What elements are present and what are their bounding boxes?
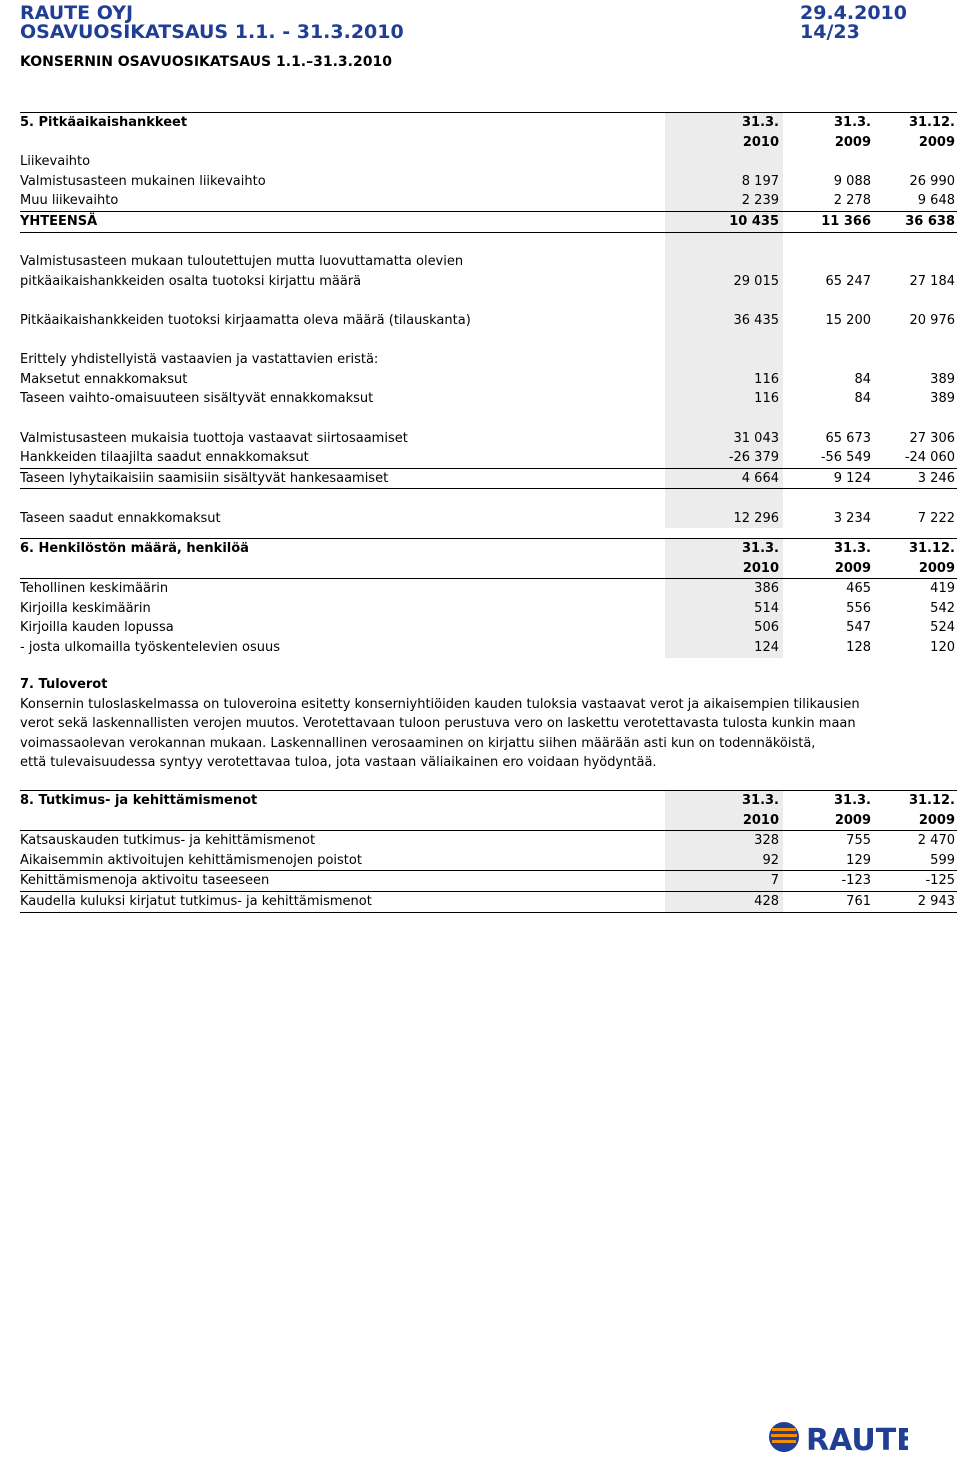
row-value: 124 (665, 638, 783, 658)
row-value: 599 (930, 852, 955, 868)
row-value: 129 (846, 852, 871, 868)
row-value: 761 (846, 893, 871, 909)
row-label (20, 409, 665, 429)
row-value: -26 379 (665, 448, 783, 468)
row-value: 328 (665, 831, 783, 851)
table-header-row (20, 133, 957, 153)
row-label: Taseen saadut ennakkomaksut (20, 510, 221, 526)
section-title: 8. Tutkimus- ja kehittämismenot (20, 793, 258, 808)
row-value: 84 (854, 391, 871, 407)
row-label: Valmistusasteen mukainen liikevaihto (20, 173, 266, 189)
table-header-row (20, 811, 957, 831)
table-row (20, 350, 957, 370)
row-value: 2 470 (917, 833, 955, 849)
table-row (20, 212, 957, 233)
row-label (20, 331, 665, 351)
col-header: 31.3. (665, 791, 783, 811)
row-value: 542 (930, 600, 955, 616)
table-row (20, 409, 957, 429)
row-value (875, 489, 957, 509)
row-label: pitkäaikaishankkeiden osalta tuotoksi kirjattu määrä (20, 273, 362, 289)
row-label: Pitkäaikaishankkeiden tuotoksi kirjaamatta oleva määrä (tilauskanta) (20, 312, 471, 328)
row-value: 9 124 (833, 470, 871, 486)
section-6-table (20, 538, 957, 658)
row-value: 31 043 (665, 429, 783, 449)
col-header: 31.3. (665, 539, 783, 559)
table-row (20, 448, 957, 469)
report-date: 29.4.2010 (800, 2, 907, 24)
page-number: 14/23 (800, 21, 860, 43)
row-value: 65 673 (825, 430, 871, 446)
row-label: Kaudella kuluksi kirjatut tutkimus- ja kehittämismenot (20, 893, 372, 909)
row-label (20, 489, 665, 509)
section-7-text (20, 675, 880, 773)
row-value: -24 060 (904, 450, 955, 466)
row-value: 386 (665, 579, 783, 599)
row-value (665, 233, 783, 253)
raute-logo (768, 1420, 908, 1454)
row-value (665, 489, 783, 509)
row-value: 547 (846, 620, 871, 636)
row-value: 3 246 (917, 470, 955, 486)
section-title: 5. Pitkäaikaishankkeet (20, 115, 188, 130)
table-row (20, 638, 957, 658)
col-header: 31.12. (908, 793, 955, 808)
col-header: 2010 (665, 559, 783, 579)
row-value: 36 638 (905, 213, 955, 229)
paragraph-line: Konsernin tuloslaskelmassa on tuloveroina esitetty konserniyhtiöiden kauden tuloksia vastaavat verot ja aikaisempien tilikausien (20, 696, 860, 712)
row-value (783, 233, 875, 253)
table-row (20, 830, 957, 851)
row-value (875, 233, 957, 253)
table-row (20, 370, 957, 390)
table-row (20, 489, 957, 509)
row-label: Maksetut ennakkomaksut (20, 371, 188, 387)
row-value: 128 (846, 639, 871, 655)
table-row (20, 311, 957, 331)
row-value (665, 252, 783, 272)
table-header-row (20, 790, 957, 811)
row-label: Tehollinen keskimäärin (20, 581, 169, 597)
row-label: Muu liikevaihto (20, 193, 119, 209)
row-value: -125 (925, 873, 955, 889)
row-value: 9 648 (917, 193, 955, 209)
table-header-row (20, 538, 957, 559)
row-label: Liikevaihto (20, 154, 91, 170)
table-row (20, 191, 957, 212)
col-header: 2009 (834, 134, 871, 150)
section-title: 7. Tuloverot (20, 677, 108, 692)
col-header: 31.3. (833, 115, 871, 130)
row-value: 12 296 (665, 509, 783, 529)
col-header: 2009 (918, 134, 955, 150)
row-value: 7 222 (917, 510, 955, 526)
row-label: Kirjoilla kauden lopussa (20, 620, 174, 636)
row-value: 10 435 (665, 212, 783, 232)
row-value: 9 088 (833, 173, 871, 189)
row-value (783, 350, 875, 370)
table-row (20, 252, 957, 272)
table-header-row (20, 559, 957, 579)
row-label (20, 291, 665, 311)
row-value (783, 252, 875, 272)
row-label: Kirjoilla keskimäärin (20, 600, 151, 616)
paragraph-line: voimassaolevan verokannan mukaan. Laskennallinen verosaaminen on kirjattu siihen määrään asti kun on todennäköistä, (20, 735, 816, 751)
row-value: 419 (930, 581, 955, 597)
table-row (20, 172, 957, 192)
row-value (783, 152, 875, 172)
row-label: Taseen vaihto-omaisuuteen sisältyvät ennakkomaksut (20, 391, 374, 407)
table-row (20, 578, 957, 599)
row-value: 389 (930, 391, 955, 407)
section-title: 6. Henkilöstön määrä, henkilöä (20, 541, 249, 556)
table-row (20, 233, 957, 253)
table-row (20, 851, 957, 872)
report-title: OSAVUOSIKATSAUS 1.1. - 31.3.2010 (20, 21, 404, 43)
logo-text: RAUTE (806, 1423, 908, 1454)
row-value: 389 (930, 371, 955, 387)
report-subtitle: KONSERNIN OSAVUOSIKATSAUS 1.1.–31.3.2010 (20, 54, 392, 70)
col-header: 31.12. (908, 115, 955, 130)
col-header: 2009 (834, 812, 871, 828)
row-value: 755 (846, 833, 871, 849)
row-value: 116 (665, 389, 783, 409)
table-row (20, 429, 957, 449)
col-header: 2010 (665, 811, 783, 831)
row-label: Hankkeiden tilaajilta saadut ennakkomaksut (20, 450, 309, 466)
paragraph-line: verot sekä laskennallisten verojen muutos. Verotettavaan tuloon perustuva vero on laskettu verotettavasta tulosta kunkin maan (20, 716, 856, 732)
row-value: 27 306 (909, 430, 955, 446)
row-value: 84 (854, 371, 871, 387)
table-row (20, 599, 957, 619)
row-value (665, 350, 783, 370)
row-value (875, 350, 957, 370)
row-label: - josta ulkomailla työskentelevien osuus (20, 639, 280, 655)
row-label (20, 233, 665, 253)
col-header: 31.12. (908, 541, 955, 556)
row-value: 29 015 (665, 272, 783, 292)
table-row (20, 389, 957, 409)
row-value: 4 664 (665, 469, 783, 489)
table-row (20, 152, 957, 172)
col-header: 2009 (834, 560, 871, 576)
table-row (20, 509, 957, 529)
row-value: 27 184 (909, 273, 955, 289)
row-label: Katsauskauden tutkimus- ja kehittämismenot (20, 833, 316, 849)
company-name: RAUTE OYJ (20, 2, 134, 24)
col-header: 2009 (918, 812, 955, 828)
row-value (875, 152, 957, 172)
table-row (20, 871, 957, 892)
row-value: 65 247 (825, 273, 871, 289)
row-value (875, 409, 957, 429)
row-value (875, 331, 957, 351)
row-value: 465 (846, 581, 871, 597)
row-value (783, 489, 875, 509)
col-header: 31.3. (665, 113, 783, 133)
row-value: 26 990 (909, 173, 955, 189)
row-value: -123 (841, 873, 871, 889)
row-value: 36 435 (665, 311, 783, 331)
row-value: 7 (665, 871, 783, 891)
row-value: 116 (665, 370, 783, 390)
table-row (20, 331, 957, 351)
row-value: 20 976 (909, 312, 955, 328)
row-value (783, 331, 875, 351)
col-header: 2009 (918, 560, 955, 576)
row-label: YHTEENSÄ (20, 213, 98, 229)
row-value (875, 291, 957, 311)
row-value: 92 (665, 851, 783, 871)
section-8-table (20, 790, 957, 913)
table-row (20, 469, 957, 490)
row-value: 2 278 (833, 193, 871, 209)
row-label: Aikaisemmin aktivoitujen kehittämismenojen poistot (20, 852, 362, 868)
row-value: 524 (930, 620, 955, 636)
row-value: 120 (930, 639, 955, 655)
row-value: 506 (665, 618, 783, 638)
row-label: Kehittämismenoja aktivoitu taseeseen (20, 873, 270, 889)
row-value (875, 252, 957, 272)
row-label: Valmistusasteen mukaisia tuottoja vastaavat siirtosaamiset (20, 430, 408, 446)
table-row (20, 291, 957, 311)
row-label: Valmistusasteen mukaan tuloutettujen mutta luovuttamatta olevien (20, 254, 464, 270)
table-row (20, 272, 957, 292)
section-5-table (20, 112, 957, 528)
row-value: 2 239 (665, 191, 783, 211)
row-value (783, 409, 875, 429)
row-value (665, 152, 783, 172)
col-header: 31.3. (833, 541, 871, 556)
row-value: 3 234 (833, 510, 871, 526)
row-value (665, 331, 783, 351)
table-header-row (20, 112, 957, 133)
table-row (20, 892, 957, 913)
row-value (783, 291, 875, 311)
paragraph-line: että tulevaisuudessa syntyy verotettavaa tuloa, jota vastaan väliaikainen ero voidaan hyödyntää. (20, 755, 657, 771)
col-header: 31.3. (833, 793, 871, 808)
row-label: Taseen lyhytaikaisiin saamisiin sisältyvät hankesaamiset (20, 470, 389, 486)
row-value: -56 549 (820, 450, 871, 466)
row-value: 556 (846, 600, 871, 616)
row-value: 8 197 (665, 172, 783, 192)
row-value (665, 291, 783, 311)
row-value: 428 (665, 892, 783, 912)
row-value: 15 200 (825, 312, 871, 328)
row-value (665, 409, 783, 429)
row-label: Erittely yhdistellyistä vastaavien ja vastattavien eristä: (20, 352, 379, 368)
col-header: 2010 (665, 133, 783, 153)
raute-logo-mark-icon (768, 1420, 908, 1454)
row-value: 514 (665, 599, 783, 619)
row-value: 2 943 (917, 893, 955, 909)
row-value: 11 366 (821, 213, 871, 229)
table-row (20, 618, 957, 638)
